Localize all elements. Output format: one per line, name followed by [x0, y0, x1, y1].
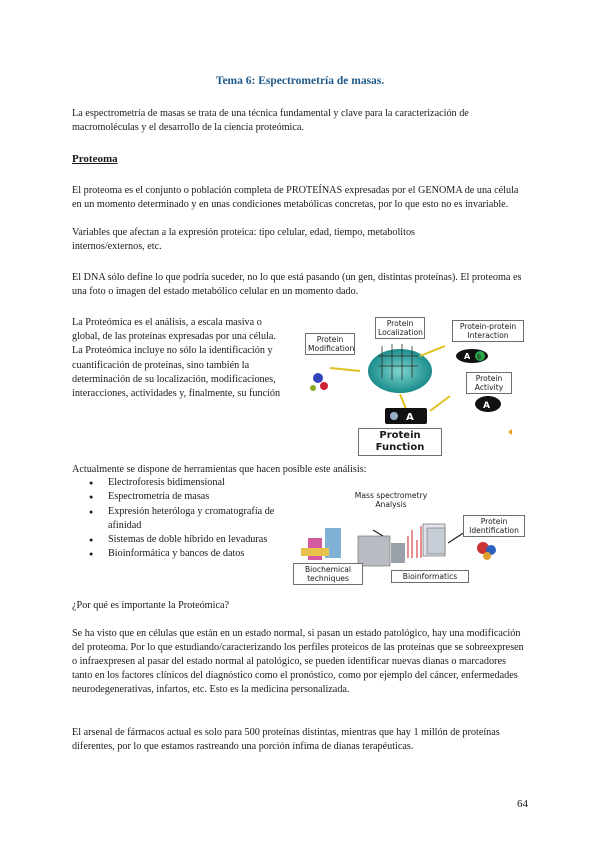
herramientas-paragraph: Actualmente se dispone de herramientas que hacen posible este análisis:	[72, 464, 367, 475]
label-activity: Protein Activity	[466, 372, 512, 394]
proteomica-paragraph: La Proteómica es el análisis, a escala masiva o global, de las proteínas expresadas por una célula. La Proteómica incluye no sólo la identificación y cuantificación de proteínas, sino también la determinación de su localización, modificaciones, interacciones, actividades y, finalmente, su función	[72, 317, 281, 400]
molecule-green	[310, 385, 316, 391]
list-item: ● Espectrometría de masas	[72, 490, 292, 504]
variables-paragraph: Variables que afectan a la expresión proteica: tipo celular, edad, tiempo, metabolitos internos/externos, etc.	[72, 227, 416, 252]
letter-a-activity: A	[483, 401, 490, 411]
list-item: ● Sistemas de doble híbrido en levaduras	[72, 533, 292, 547]
protein-function-figure	[300, 316, 528, 453]
farmacos-paragraph: El arsenal de fármacos actual es solo para 500 proteínas distintas, mientras que hay 1 millón de proteínas diferentes, por lo que estamos rastreando una porción ínfima de dianas terapéuticas.	[72, 727, 500, 752]
protein-orange	[483, 552, 491, 560]
importante-paragraph: Se ha visto que en células que están en un estado normal, si pasan un estado patológico, hay una modificación del proteoma. Por lo que estudiando/caracterizando los perfiles proteicos de las proteínas que se sobreexpresen o infraexpresen al pasar del estado normal al patológico, se pueden identificar nuevas dianas o marcadores tanto en los factores clínicos del diagnóstico como el pronóstico, como por ejemplo del cáncer, enfermedades neurodegenerativas, infartos, etc. Esto es la medicina personalizada.	[72, 628, 524, 695]
page-title: Tema 6: Espectrometría de masas.	[215, 75, 385, 87]
label-protein-identification: Protein Identification	[463, 515, 525, 537]
label-interaction: Protein-protein Interaction	[452, 320, 524, 342]
molecule-red	[320, 382, 328, 390]
list-item: ● Expresión heteróloga y cromatografía de afinidad	[72, 505, 292, 534]
ms-instrument	[358, 536, 390, 566]
arrow-interaction	[420, 346, 445, 356]
question: ¿Por qué es importante la Proteómica?	[72, 600, 230, 611]
gel-plate	[301, 548, 329, 556]
dna-paragraph: El DNA sólo define lo que podría suceder, no lo que está pasando (un gen, distintas proteínas). El proteoma es una foto o imagen del estado metabólico celular en un momento dado.	[72, 272, 522, 297]
tools-list	[72, 476, 292, 562]
arrow-modification	[330, 368, 360, 371]
letter-a-interaction: A	[464, 352, 471, 361]
function-dot	[390, 412, 398, 420]
intro-paragraph: La espectrometría de masas se trata de una técnica fundamental y clave para la caracterización de macromoléculas y el desarrollo de la ciencia proteómica.	[72, 108, 469, 133]
ms-pipeline-figure	[293, 488, 528, 588]
label-function: Protein Function	[358, 428, 442, 456]
label-bioinformatics: Bioinformatics	[391, 570, 469, 583]
letter-b-interaction: B	[477, 354, 482, 361]
section-heading: Proteoma	[72, 153, 118, 165]
letter-a-function: A	[406, 412, 414, 423]
database-sheet	[427, 528, 445, 554]
list-item: ● Bioinformática y bancos de datos	[72, 547, 292, 561]
list-item: ● Electroforesis bidimensional	[72, 476, 292, 490]
label-localization: Protein Localization	[375, 317, 425, 339]
arrow-activity	[430, 396, 450, 411]
proteoma-paragraph: El proteoma es el conjunto o población completa de PROTEÍNAS expresadas por el GENOMA de una célula en un momento determinado y en unas condiciones metabólicas concretas, por lo que esto no es invariable.	[72, 185, 519, 210]
page-number: 64	[517, 798, 528, 810]
label-biochemical: Biochemical techniques	[293, 563, 363, 585]
spectrum-lines	[408, 526, 421, 558]
speaker-icon	[508, 429, 512, 435]
molecule-blue	[313, 373, 323, 383]
label-ms-analysis: Mass spectrometry Analysis	[351, 490, 431, 510]
label-modification: Protein Modification	[305, 333, 355, 355]
instrument-module	[391, 543, 405, 563]
arrow-to-instrument	[373, 530, 383, 536]
